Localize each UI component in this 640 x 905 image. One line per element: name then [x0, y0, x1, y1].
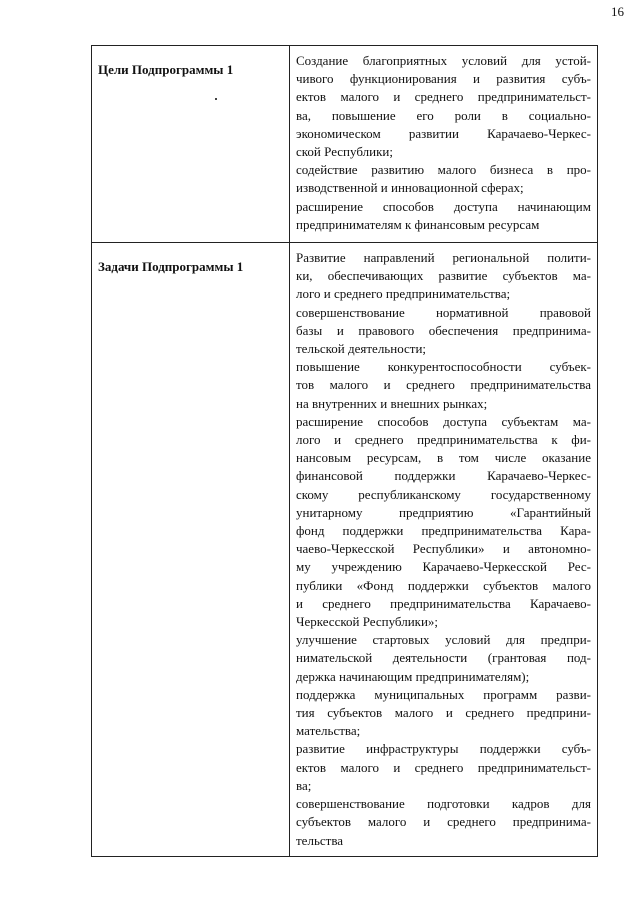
content-line: ской Республики; [296, 144, 393, 160]
content-line: ектов малого и среднего предпринимательст- [296, 759, 591, 775]
goals-label: Цели Подпрограммы 1 [92, 46, 290, 243]
content-line: чивого функционирования и развития субъ- [296, 71, 591, 87]
content-line: держка начинающим предпринимателям); [296, 668, 530, 684]
content-line: тельской деятельности; [296, 341, 427, 357]
goals-content [290, 46, 598, 243]
content-line: содействие развитию малого бизнеса в про- [296, 162, 591, 178]
content-line: тов малого и среднего предпринимательства [296, 377, 591, 393]
content-line: лого и среднего предпринимательства; [296, 286, 511, 302]
content-line: нансовым ресурсам, в том числе оказание [296, 450, 591, 466]
content-line: Развитие направлений региональной полити- [296, 250, 591, 265]
content-line: экономическом развитии Карачаево-Черкес- [296, 125, 591, 141]
content-line: публики «Фонд поддержки субъектов малого [296, 577, 591, 593]
content-line: му учреждению Карачаево-Черкесской Рес- [296, 559, 591, 575]
content-line: унитарному предприятию «Гарантийный [296, 504, 591, 520]
content-line: нимательской деятельности (грантовая под- [296, 650, 591, 666]
content-line: на внутренних и внешних рынках; [296, 395, 488, 411]
content-line: скому республиканскому государственному [296, 486, 591, 502]
content-line: повышение конкурентоспособности субъек- [296, 359, 591, 375]
content-line: изводственной и инновационной сферах; [296, 180, 524, 196]
content-line: ва; [296, 777, 312, 793]
content-line: субъектов малого и среднего предпринима- [296, 814, 591, 830]
content-line: фонд поддержки предпринимательства Кара- [296, 523, 591, 539]
content-line: поддержка муниципальных программ разви- [296, 686, 591, 702]
content-line: базы и правового обеспечения предпринима- [296, 322, 591, 338]
program-table [91, 45, 598, 857]
content-line: развитие инфраструктуры поддержки субъ- [296, 741, 591, 757]
content-line: ки, обеспечивающих развитие субъектов ма- [296, 268, 591, 284]
content-line: тельства [296, 832, 344, 848]
content-line: тия субъектов малого и среднего предприни- [296, 705, 591, 721]
content-line: Черкесской Республики»; [296, 614, 439, 630]
tasks-label: Задачи Подпрограммы 1 [92, 243, 290, 857]
content-line: предпринимателям к финансовым ресурсам [296, 216, 540, 232]
content-line: и среднего предпринимательства Карачаево- [296, 595, 591, 611]
content-line: расширение способов доступа начинающим [296, 198, 591, 214]
table-row-tasks [92, 243, 598, 857]
content-line: чаево-Черкесской Республики» и автономно- [296, 541, 591, 557]
content-line: мательства; [296, 723, 361, 739]
content-line: улучшение стартовых условий для предпри- [296, 632, 591, 648]
content-line: расширение способов доступа субъектам ма- [296, 413, 591, 429]
content-line: лого и среднего предпринимательства к фи- [296, 432, 591, 448]
content-line: ектов малого и среднего предпринимательст- [296, 89, 591, 105]
content-line: совершенствование нормативной правовой [296, 304, 591, 320]
content-line: финансовой поддержки Карачаево-Черкес- [296, 468, 591, 484]
content-line: Создание благоприятных условий для устой- [296, 53, 591, 68]
content-line: совершенствование подготовки кадров для [296, 796, 591, 812]
table-row-goals [92, 46, 598, 243]
page-number: 16 [611, 4, 624, 19]
content-line: ва, повышение его роли в социально- [296, 107, 591, 123]
tasks-content [290, 243, 598, 857]
